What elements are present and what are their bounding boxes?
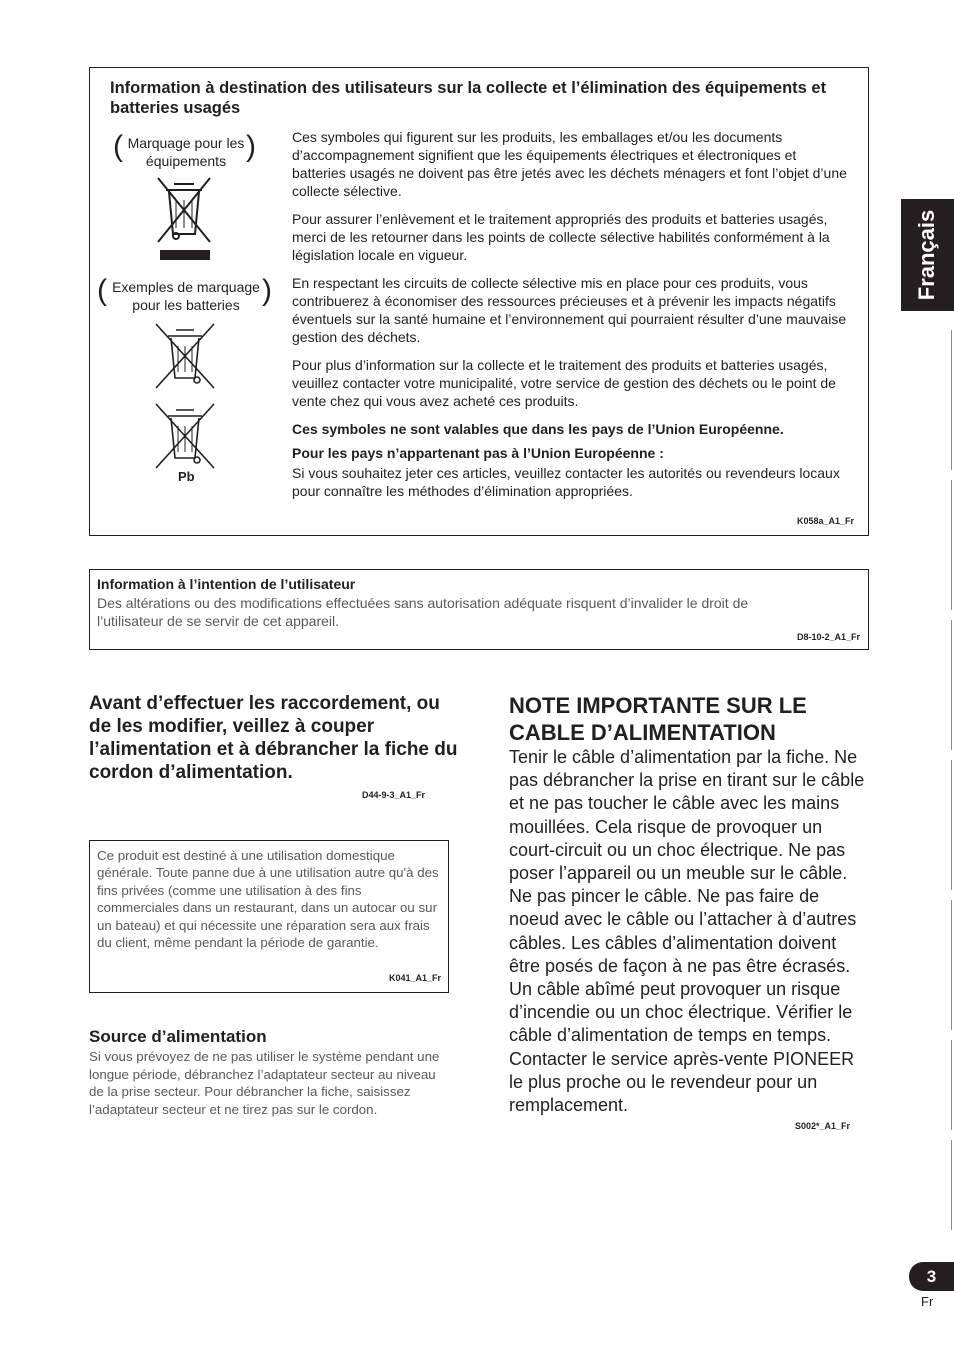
weee-heading: Information à destination des utilisateurs sur la collecte et l’élimination des équipements et batteries usagés [110, 79, 827, 117]
reference-code: K041_A1_Fr [388, 973, 441, 983]
side-divider [951, 1140, 952, 1230]
power-cable-note-title: NOTE IMPORTANTE SUR LE CABLE D’ALIMENTATION [509, 693, 807, 745]
paren-open: ( [97, 274, 107, 307]
reference-code: S002*_A1_Fr [795, 1121, 851, 1131]
reference-code: D44-9-3_A1_Fr [362, 790, 426, 800]
side-divider [951, 330, 952, 470]
side-divider [951, 760, 952, 890]
weee-eu-note: Ces symboles ne sont valables que dans les pays de l’Union Européenne. [292, 421, 784, 437]
crossed-wheelie-bin-icon [152, 176, 218, 266]
paren-close: ) [246, 130, 256, 163]
paren-close: ) [262, 274, 272, 307]
side-divider [951, 620, 952, 750]
weee-paragraph: Pour plus d’information sur la collecte et le traitement des produits et batteries usagés, veuillez contacter votre municipalité, votre service de gestion des déchets ou le point de vente chez qui vous avez acheté ces produits. [292, 357, 836, 409]
crossed-wheelie-bin-icon [152, 322, 218, 392]
side-divider [951, 900, 952, 1030]
crossed-wheelie-bin-icon [152, 402, 218, 472]
power-source-body: Si vous prévoyez de ne pas utiliser le système pendant une longue période, débranchez l’adaptateur secteur au niveau de la prise secteur. Pour débrancher la fiche, saisissez l’adaptateur secteur et ne tirez pas sur le cordon. [89, 1049, 440, 1117]
power-cable-note-body: Tenir le câble d’alimentation par la fiche. Ne pas débrancher la prise en tirant sur le câble et ne pas toucher le câble avec les mains mouillées. Cela risque de provoquer un court-circuit ou un choc électrique. Ne pas poser l’appareil ou un meuble sur le câble. Ne pas pincer le câble. Ne pas faire de noeud avec le câble ou l’attacher à d’autres câbles. Les câbles d’alimentation doivent être posés de façon à ne pas être écrasés. Un câble abîmé peut provoquer un risque d’incendie ou un choc électrique. Vérifier le câble d’alimentation de temps en temps. Contacter le service après-vente PIONEER le plus proche ou le revendeur pour un remplacement. [509, 747, 865, 1116]
language-tab [901, 199, 954, 311]
weee-text-column [292, 128, 847, 510]
user-info-body: Des altérations ou des modifications effectuées sans autorisation adéquate risquent d’invalider le droit de l’utilisateur de se servir de cet appareil. [97, 595, 749, 629]
weee-non-eu-heading: Pour les pays n’appartenant pas à l’Union Européenne : [292, 445, 664, 461]
side-divider [951, 480, 952, 610]
page-number: 3 [909, 1262, 954, 1291]
language-tab-label: Français [914, 209, 939, 301]
domestic-use-body: Ce produit est destiné à une utilisation domestique générale. Toute panne due à une utilisation autre qu'à des fins privées (comme une utilisation à des fins commerciales dans un restaurant, dans un autocar ou sur un bateau) et qui nécessite une réparation sera aux frais du client, même pendant la période de garantie. [97, 848, 439, 951]
pb-label: Pb [178, 469, 195, 484]
domestic-use-box [89, 840, 449, 993]
power-source-title: Source d’alimentation [89, 1027, 267, 1046]
disconnect-warning: Avant d’effectuer les raccordement, ou de les modifier, veillez à couper l’alimentation et à débrancher la fiche du cordon d’alimentation. [89, 693, 458, 783]
weee-info-box [89, 67, 869, 536]
weee-paragraph: Si vous souhaitez jeter ces articles, veuillez contacter les autorités ou revendeurs locaux pour connaître les méthodes d’élimination appropriées. [292, 465, 840, 499]
paren-open: ( [113, 130, 123, 163]
side-divider [951, 1040, 952, 1130]
reference-code: D8-10-2_A1_Fr [796, 632, 860, 642]
page-language: Fr [921, 1294, 934, 1309]
weee-paragraph: En respectant les circuits de collecte sélective mis en place pour ces produits, vous contribuerez à économiser des ressources précieuses et à prévenir les impacts négatifs éventuels sur la santé humaine et l’environnement qui pourraient résulter d’une mauvaise gestion des déchets. [292, 275, 847, 345]
label-batteries: Exemples de marquage pour les batteries [112, 279, 260, 313]
weee-paragraph: Ces symboles qui figurent sur les produits, les emballages et/ou les documents d’accompagnement signifient que les équipements électriques et électroniques et batteries usagés ne doivent pas être jetés avec les déchets ménagers et font l’objet d’une collecte sélective. [292, 129, 847, 199]
label-equipment: Marquage pour les équipements [127, 135, 245, 169]
user-info-box [89, 569, 869, 650]
weee-paragraph: Pour assurer l’enlèvement et le traitement appropriés des produits et batteries usagés, merci de les retourner dans les points de collecte sélective habilités conformément à la législation locale en vigueur. [292, 211, 830, 263]
user-info-title: Information à l’intention de l’utilisateur [97, 576, 356, 592]
reference-code: K058a_A1_Fr [796, 516, 854, 526]
